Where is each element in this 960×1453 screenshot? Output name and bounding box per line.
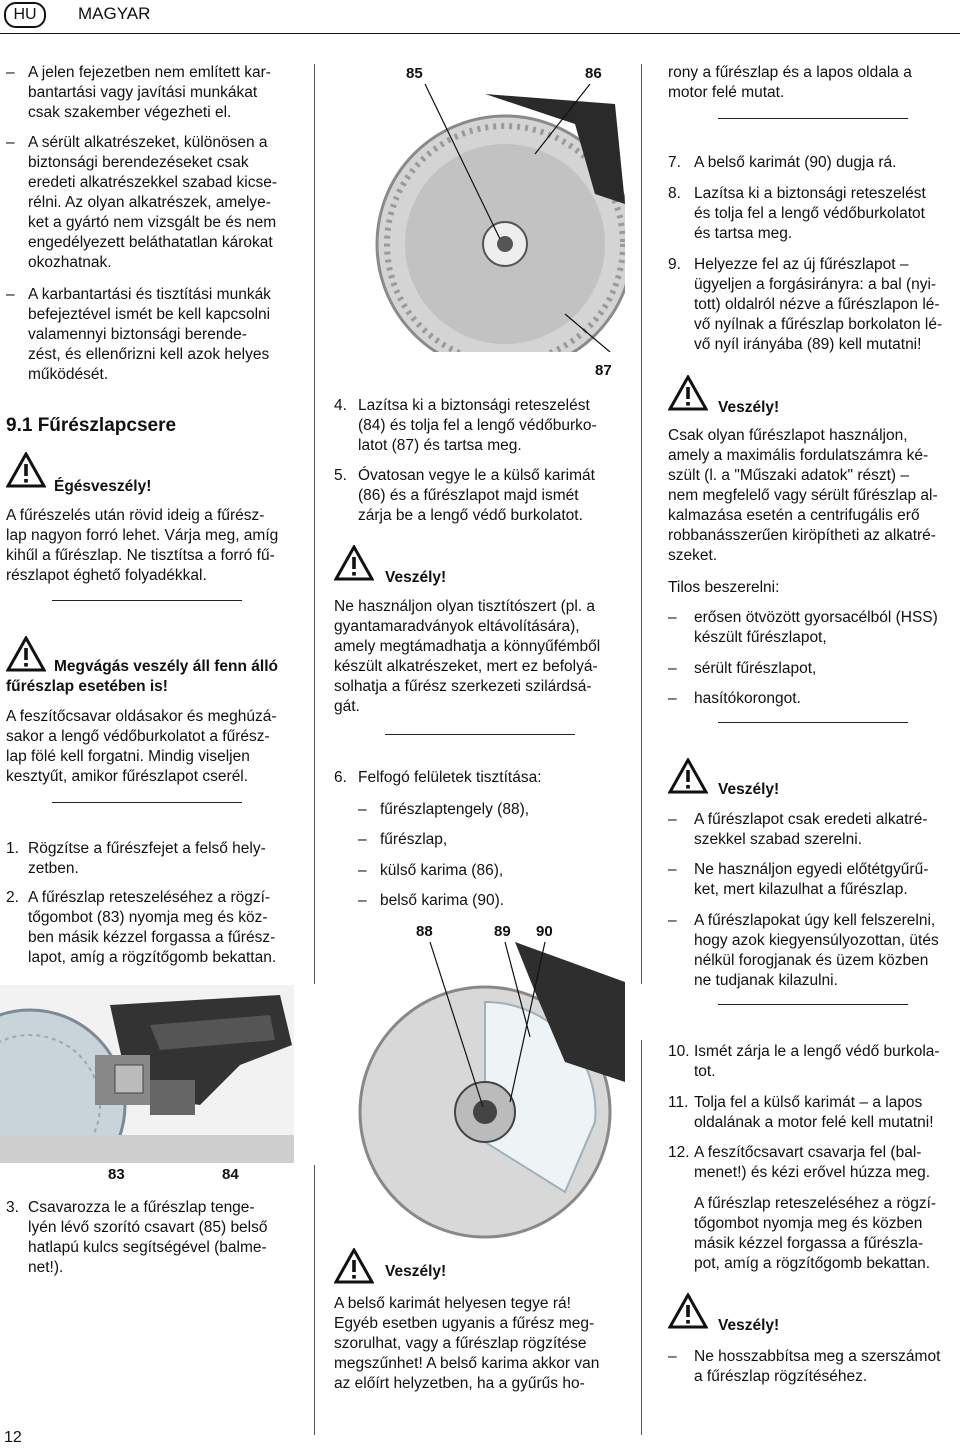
list-item: – A karbantartási és tisztítási munkák befejeztével ismét be kell kapcsolni valamennyi biztonsági berende- zést, és ellenőrizni kell azok helyes működését. [6, 286, 271, 383]
step-item: 10. Ismét zárja le a lengő védő burkola- tot. [668, 1043, 940, 1080]
list-item: – Ne hosszabbítsa meg a szerszámot a fűrészlap rögzítéséhez. [668, 1348, 941, 1385]
warning-text: A feszítőcsavar oldásakor és meghúzá- sakor a lengő védőburkolatot a fűrész- lap fölé kell forgatni. Mindig viseljen kesztyűt, amikor fűrészlapot cserél. [6, 708, 277, 785]
list-item: – hasítókorongot. [668, 690, 801, 707]
callout-label: 85 [406, 65, 423, 82]
warning-text: A fűrészelés után rövid ideig a fűrész- lap nagyon forró lehet. Várja meg, amíg kihűl a fűrészlap. Ne tisztítsa a forró fű- részlapot éghető folyadékkal. [6, 507, 279, 584]
list-item: – A jelen fejezetben nem említett kar- bantartási vagy javítási munkákat csak szakember végezheti el. [6, 64, 271, 121]
saw-lock-photo [0, 985, 294, 1163]
section-separator [718, 722, 908, 723]
warning-label: Veszély! [718, 399, 780, 416]
list-item: – A fűrészlapot csak eredeti alkatré- szekkel szabad szerelni. [668, 811, 928, 848]
list-item: – külső karima (86), [358, 862, 504, 879]
list-item: – Ne használjon egyedi előtétgyűrű- ket, mert kilazulhat a fűrészlap. [668, 861, 929, 898]
warning-triangle-icon [6, 452, 46, 488]
warning-triangle-icon [334, 545, 374, 581]
section-separator [718, 1004, 908, 1005]
saw-lock-illustration [0, 985, 294, 1163]
column-divider [314, 64, 315, 984]
saw-flange-illustration [335, 942, 625, 1242]
warning-text: A belső karimát helyesen tegye rá! Egyéb esetben ugyanis a fűrész meg- szorulhat, vagy a fűrészlap rögzítése megszűnhet! A belső karima akkor van az előírt helyzetben, ha a gyűrűs ho- [334, 1295, 600, 1392]
forbidden-title: Tilos beszerelni: [668, 579, 780, 596]
warning-label: Égésveszély! [54, 478, 152, 495]
list-item: – A sérült alkatrészeket, különösen a biztonsági berendezéseket csak eredeti alkatrészekkel szabad kicse- rélni. Az olyan alkatrészek, amelye- ket a gyártó nem vizsgált be és nem engedélyezett beláthatatlan károkat okozhatnak. [6, 134, 277, 271]
warning-triangle-icon [668, 375, 708, 411]
step-item: 5. Óvatosan vegye le a külső karimát (86) és a fűrészlapot majd ismét zárja be a lengő védő burkolatot. [334, 467, 595, 524]
list-item: – A fűrészlapokat úgy kell felszerelni, hogy azok kiegyensúlyozottan, ütés nélkül forogjanak és üzem közben ne tudjanak kilazulni. [668, 912, 939, 989]
warning-label: Veszély! [385, 569, 447, 586]
warning-triangle-icon [334, 1248, 374, 1284]
page-number: 12 [4, 1429, 22, 1446]
step-item: 7. A belső karimát (90) dugja rá. [668, 154, 897, 171]
step-item: 4. Lazítsa ki a biztonsági reteszelést (84) és tolja fel a lengő védőburko- latot (87) és tartsa meg. [334, 397, 597, 454]
section-separator [718, 118, 908, 119]
list-item: – fűrészlaptengely (88), [358, 801, 530, 818]
callout-label: 88 [416, 923, 433, 940]
step-item: 12. A feszítőcsavart csavarja fel (bal- menet!) és kézi erővel húzza meg. [668, 1144, 931, 1181]
language-badge: HU [4, 2, 46, 28]
column-divider [641, 1040, 642, 1435]
step-item: 8. Lazítsa ki a biztonsági reteszelést és tolja fel a lengő védőburkolatot és tartsa meg. [668, 185, 926, 242]
section-separator [385, 734, 575, 735]
saw-blade-photo [335, 84, 625, 352]
continued-text: rony a fűrészlap és a lapos oldala a motor felé mutat. [668, 64, 912, 101]
section-separator [52, 802, 242, 803]
list-item: – fűrészlap, [358, 831, 448, 848]
column-divider [314, 1165, 315, 1435]
warning-triangle-icon [668, 1293, 708, 1329]
section-separator [52, 600, 242, 601]
step-item: 3. Csavarozza le a fűrészlap tenge- lyén lévő szorító csavart (85) belső hatlapú kulcs segítségével (balme- net!). [6, 1199, 268, 1276]
header-rule [0, 33, 960, 34]
column-divider [641, 64, 642, 984]
warning-label: Veszély! [385, 1263, 447, 1280]
callout-label: 87 [595, 362, 612, 379]
step-extra-text: A fűrészlap reteszeléséhez a rögzí- tőgombot nyomja meg és közben másik kézzel forgassa a fűrészla- pot, amíg a rögzítőgomb bekattan. [694, 1195, 937, 1272]
callout-label: 90 [536, 923, 553, 940]
saw-flange-photo [335, 942, 625, 1242]
list-item: – sérült fűrészlapot, [668, 660, 817, 677]
callout-label: 86 [585, 65, 602, 82]
callout-label: 83 [108, 1166, 125, 1183]
warning-label: Megvágás veszély áll fenn álló fűrészlap esetében is! [6, 658, 278, 695]
step-item: 1. Rögzítse a fűrészfejet a felső hely- zetben. [6, 840, 266, 877]
warning-triangle-icon [668, 758, 708, 794]
warning-label: Veszély! [718, 781, 780, 798]
step-item: 2. A fűrészlap reteszeléséhez a rögzí- tőgombot (83) nyomja meg és köz- ben másik kézzel forgassa a fűrész- lapot, amíg a rögzítőgomb bekattan. [6, 889, 277, 966]
step-item: 9. Helyezze fel az új fűrészlapot – ügyeljen a forgásirányra: a bal (nyi- tott) oldalról nézve a fűrészlapon lé- vő nyílnak a fűrészlap borkolaton lé- vő nyíl irányába (89) kell mutatni! [668, 256, 943, 353]
warning-text: Ne használjon olyan tisztítószert (pl. a gyantamaradványok eltávolítására), amely megtámadhatja a könnyűfémből készült alkatrészeket, mert ez befolyá- solhatja a fűrész szerkezeti szilárdsá- gát. [334, 598, 601, 715]
section-heading: 9.1 Fűrészlapcsere [6, 415, 177, 436]
list-item: – erősen ötvözött gyorsacélból (HSS) készült fűrészlapot, [668, 609, 938, 646]
list-item: – belső karima (90). [358, 892, 505, 909]
callout-label: 89 [494, 923, 511, 940]
warning-text: Csak olyan fűrészlapot használjon, amely a maximális fordulatszámra ké- szült (l. a "Műszaki adatok" részt) – nem megfelelő vagy sérült fűrészlap al- kalmazása esetén a centrifugális erő robbanásszerűen kiröpítheti az alkatré- szeket. [668, 427, 938, 564]
saw-blade-illustration [335, 84, 625, 352]
page-header-title: MAGYAR [78, 4, 151, 23]
step-item: 6. Felfogó felületek tisztítása: [334, 769, 542, 786]
callout-label: 84 [222, 1166, 239, 1183]
step-item: 11. Tolja fel a külső karimát – a lapos oldalának a motor felé kell mutatni! [668, 1094, 934, 1131]
warning-label: Veszély! [718, 1317, 780, 1334]
